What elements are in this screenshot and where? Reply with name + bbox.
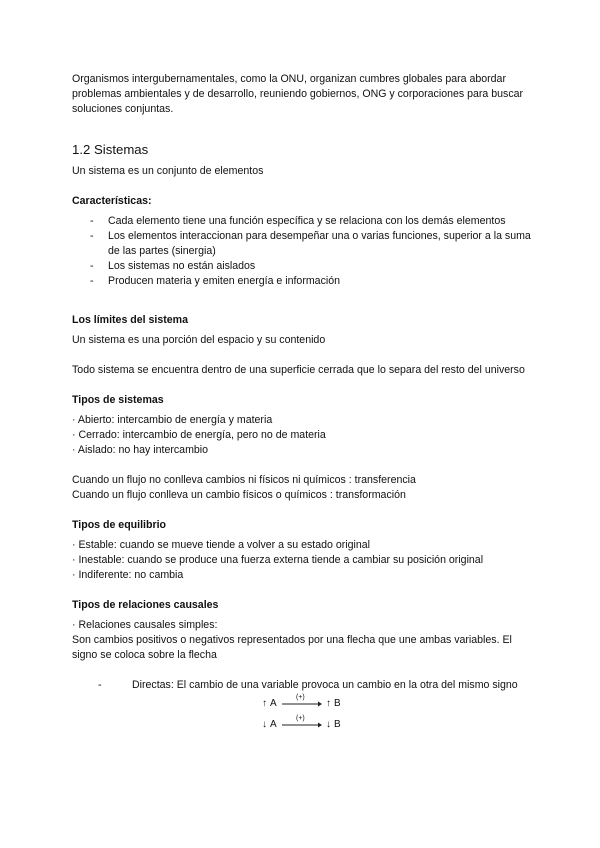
list-item: · Aislado: no hay intercambio [72, 444, 209, 456]
system-definition: Un sistema es un conjunto de elementos [72, 165, 264, 177]
variable-b-label: B [334, 698, 341, 709]
sign-label: (+) [296, 694, 305, 701]
list-item: - Los elementos interaccionan para desempeñar una o varias funciones, superior a la suma de las partes (sinergia) [72, 229, 532, 259]
arrow-head-top [318, 702, 322, 707]
variable-a-label: A [270, 719, 277, 730]
causales-list [72, 678, 532, 693]
list-item: - Producen materia y emiten energía e información [72, 274, 532, 289]
arrow-down-icon: ↓ [326, 719, 331, 730]
tipos-sistemas-heading: Tipos de sistemas [72, 394, 164, 406]
list-item: · Abierto: intercambio de energía y materia [72, 414, 273, 426]
list-item: - Los sistemas no están aislados [72, 259, 532, 274]
arrow-head-bottom [318, 723, 322, 728]
list-item: · Estable: cuando se mueve tiende a volver a su estado original [72, 539, 370, 551]
arrow-down-icon: ↓ [262, 719, 267, 730]
intro-paragraph: Organismos intergubernamentales, como la ONU, organizan cumbres globales para abordar problemas ambientales y de desarrollo, reuniendo gobiernos, ONG y corporaciones para buscar soluciones conjuntas. [72, 73, 524, 115]
flujo-transferencia: Cuando un flujo no conlleva cambios ni físicos ni químicos : transferencia [72, 474, 416, 486]
variable-b-label: B [334, 719, 341, 730]
sign-label: (+) [296, 715, 305, 722]
arrow-up-icon: ↑ [326, 698, 331, 709]
limites-paragraph-1: Un sistema es una porción del espacio y su contenido [72, 334, 326, 346]
caracteristicas-heading: Características: [72, 195, 152, 207]
list-item: - Cada elemento tiene una función específica y se relaciona con los demás elementos [72, 214, 532, 229]
variable-a-label: A [270, 698, 277, 709]
equilibrio-heading: Tipos de equilibrio [72, 519, 166, 531]
causales-subheading: · Relaciones causales simples: [72, 619, 218, 631]
limites-paragraph-2: Todo sistema se encuentra dentro de una superficie cerrada que lo separa del resto del universo [72, 364, 525, 376]
causales-description: Son cambios positivos o negativos representados por una flecha que une ambas variables. El signo se coloca sobre la flecha [72, 634, 512, 661]
causales-heading: Tipos de relaciones causales [72, 599, 219, 611]
list-item: · Cerrado: intercambio de energía, pero no de materia [72, 429, 326, 441]
document-page [72, 72, 532, 733]
list-item: - Directas: El cambio de una variable provoca un cambio en la otra del mismo signo [72, 678, 532, 693]
arrow-up-icon: ↑ [262, 698, 267, 709]
list-item: · Indiferente: no cambia [72, 569, 184, 581]
section-title: 1.2 Sistemas [72, 142, 149, 157]
flujo-transformacion: Cuando un flujo conlleva un cambio físicos o químicos : transformación [72, 489, 406, 501]
limites-heading: Los límites del sistema [72, 314, 188, 326]
list-item: · Inestable: cuando se produce una fuerza externa tiende a cambiar su posición original [72, 554, 484, 566]
caracteristicas-list [72, 214, 532, 289]
causal-diagram [260, 694, 532, 733]
